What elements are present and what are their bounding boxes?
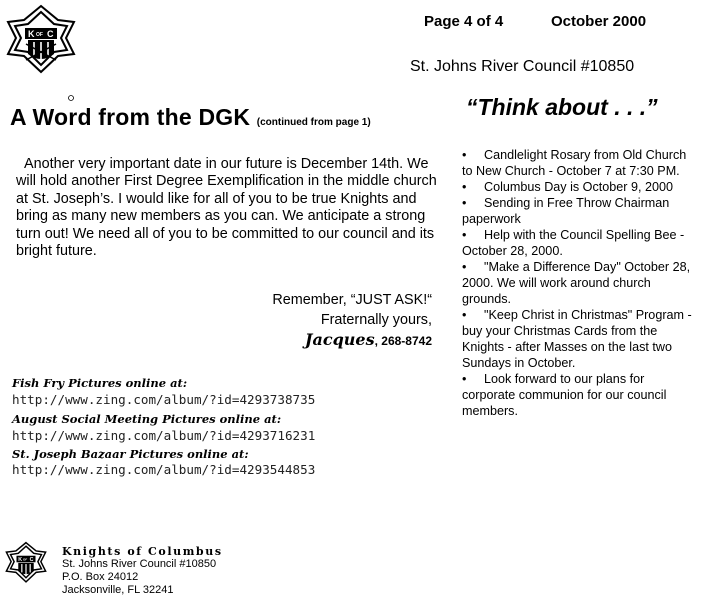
- logo-small-k: K: [18, 557, 23, 564]
- article-body: [16, 156, 444, 260]
- article-closing: [200, 290, 432, 351]
- list-item: [462, 307, 700, 371]
- list-item-text: "Keep Christ in Christmas" Program - buy your Christmas Cards from the Knights - after Masses on the last two Sundays in October.: [462, 308, 692, 370]
- page-number: Page 4 of 4: [424, 13, 504, 30]
- link-url-august-social[interactable]: http://www.zing.com/album/?id=4293716231: [12, 428, 316, 443]
- bullet-dot: •: [462, 180, 467, 194]
- continued-note: (continued from page 1): [256, 117, 371, 128]
- logo-k: K: [28, 29, 35, 39]
- footer-city: Jacksonville, FL 32241: [62, 584, 174, 596]
- bullet-dot: •: [462, 372, 467, 386]
- list-item-text: "Make a Difference Day" October 28, 2000. We will work around church grounds.: [462, 260, 691, 306]
- think-about-title: “Think about . . .”: [466, 94, 658, 120]
- list-item: [462, 227, 700, 259]
- logo-small-of: OF: [23, 557, 28, 562]
- list-item: [462, 147, 700, 179]
- footer-address: [62, 545, 223, 597]
- list-item-text: Look forward to our plans for corporate communion for our council members.: [462, 372, 667, 418]
- bullet-dot: •: [462, 260, 467, 274]
- link-label-fish-fry: Fish Fry Pictures online at:: [12, 376, 188, 390]
- bullet-dot: •: [462, 308, 467, 322]
- council-name: St. Johns River Council #10850: [410, 58, 635, 75]
- logo-c: C: [47, 29, 54, 39]
- link-label-bazaar: St. Joseph Bazaar Pictures online at:: [12, 447, 249, 461]
- bullet-dot: •: [462, 148, 467, 162]
- footer-org-name: Knights of Columbus: [62, 545, 223, 558]
- kofc-emblem-logo: [4, 2, 78, 102]
- signature-line: [200, 330, 432, 351]
- article-body-text: Another very important date in our future is December 14th. We will hold another First Degree Exemplification in the middle church at St. Joseph’s. I would like for all of you to be true Knights and bring as many new members as you can. We anticipate a strong turn out! We need all of you to be committed to our council and its bright future.: [16, 156, 437, 260]
- list-item-text: Candlelight Rosary from Old Church to New Church - October 7 at 7:30 PM.: [462, 148, 687, 178]
- article-title: [10, 104, 371, 131]
- footer-po-box: P.O. Box 24012: [62, 571, 139, 583]
- bullet-dot: •: [462, 196, 467, 210]
- list-item-text: Help with the Council Spelling Bee - October 28, 2000.: [462, 228, 685, 258]
- bullet-dot: •: [462, 228, 467, 242]
- phone-number: , 268-8742: [374, 334, 432, 348]
- kofc-emblem-small-logo: [4, 540, 48, 600]
- logo-small-c: C: [29, 557, 34, 564]
- list-item-text: Columbus Day is October 9, 2000: [484, 180, 673, 194]
- list-item: [462, 259, 700, 307]
- list-item-text: Sending in Free Throw Chairman paperwork: [462, 196, 670, 226]
- list-item: [462, 195, 700, 227]
- list-item: [462, 371, 700, 419]
- article-title-text: A Word from the DGK: [10, 104, 251, 130]
- link-url-fish-fry[interactable]: http://www.zing.com/album/?id=4293738735: [12, 392, 316, 407]
- footer-council: St. Johns River Council #10850: [62, 558, 217, 570]
- signature: Jacques: [304, 330, 375, 349]
- list-item: [462, 179, 700, 195]
- closing-line-1: Remember, “JUST ASK!“: [272, 292, 432, 308]
- closing-line-2: Fraternally yours,: [320, 312, 432, 328]
- link-label-august-social: August Social Meeting Pictures online at:: [12, 412, 282, 426]
- logo-of: OF: [36, 32, 43, 38]
- issue-date: October 2000: [551, 13, 647, 30]
- think-about-list: [462, 147, 700, 419]
- link-url-bazaar[interactable]: http://www.zing.com/album/?id=4293544853: [12, 462, 316, 477]
